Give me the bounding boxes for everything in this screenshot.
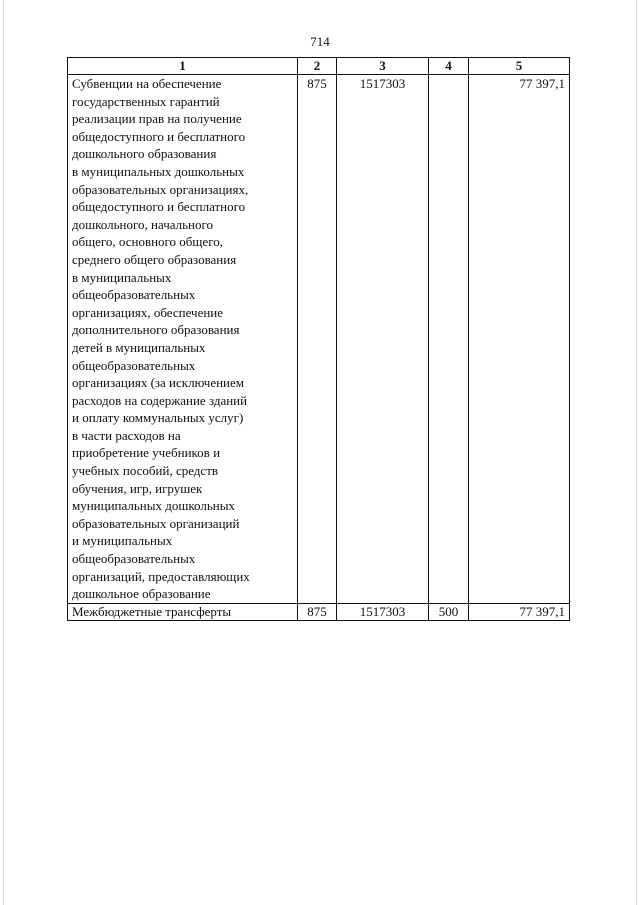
budget-table <box>67 57 570 621</box>
desc-line: организаций, предоставляющих <box>72 568 250 584</box>
desc-line: в муниципальных дошкольных <box>72 163 245 179</box>
desc-line: обучения, игр, игрушек <box>72 480 203 496</box>
header-col-4: 4 <box>429 58 469 75</box>
table-row <box>68 75 570 604</box>
desc-line: государственных гарантий <box>72 93 220 109</box>
row1-description <box>68 75 298 604</box>
desc-line: дошкольного образования <box>72 146 217 162</box>
desc-line: дополнительного образования <box>72 322 240 338</box>
row1-col4-value <box>429 75 469 604</box>
row2-col3-value: 1517303 <box>337 603 429 620</box>
desc-line: и оплату коммунальных услуг) <box>72 410 244 426</box>
desc-line: в части расходов на <box>72 427 181 443</box>
desc-line: общеобразовательных <box>72 357 196 373</box>
desc-line: учебных пособий, средств <box>72 463 219 479</box>
desc-line: образовательных организациях, <box>72 181 249 197</box>
scan-edge-left <box>3 0 4 905</box>
row1-col5-value: 77 397,1 <box>469 75 570 604</box>
desc-line: общего, основного общего, <box>72 234 223 250</box>
desc-line: дошкольное образование <box>72 586 211 602</box>
header-col-3: 3 <box>337 58 429 75</box>
desc-line: расходов на содержание зданий <box>72 392 248 408</box>
page-number: 714 <box>310 34 330 49</box>
desc-line: организациях (за исключением <box>72 375 245 391</box>
header-col-1: 1 <box>68 58 298 75</box>
row2-description: Межбюджетные трансферты <box>68 603 298 620</box>
desc-line: общедоступного и бесплатного <box>72 128 246 144</box>
desc-line: общеобразовательных <box>72 551 196 567</box>
desc-line: общеобразовательных <box>72 287 196 303</box>
desc-line: Субвенции на обеспечение <box>72 76 222 91</box>
desc-line: и муниципальных <box>72 533 173 549</box>
row1-col3-value: 1517303 <box>337 75 429 604</box>
desc-line: реализации прав на получение <box>72 111 242 127</box>
desc-line: организациях, обеспечение <box>72 304 224 320</box>
desc-line: приобретение учебников и <box>72 445 221 461</box>
row2-col5-value: 77 397,1 <box>469 603 570 620</box>
desc-line: детей в муниципальных <box>72 339 206 355</box>
header-col-5: 5 <box>469 58 570 75</box>
desc-line: образовательных организаций <box>72 515 240 531</box>
table-row <box>68 603 570 620</box>
header-col-2: 2 <box>298 58 337 75</box>
row2-col4-value: 500 <box>429 603 469 620</box>
header-row <box>68 58 570 75</box>
desc-line: общедоступного и бесплатного <box>72 199 246 215</box>
desc-line: в муниципальных <box>72 269 172 285</box>
scan-edge-right <box>636 0 637 905</box>
row2-col2-value: 875 <box>298 603 337 620</box>
desc-line: муниципальных дошкольных <box>72 498 235 514</box>
desc-line: дошкольного, начального <box>72 216 214 232</box>
row1-col2-value: 875 <box>298 75 337 604</box>
desc-line: среднего общего образования <box>72 251 237 267</box>
